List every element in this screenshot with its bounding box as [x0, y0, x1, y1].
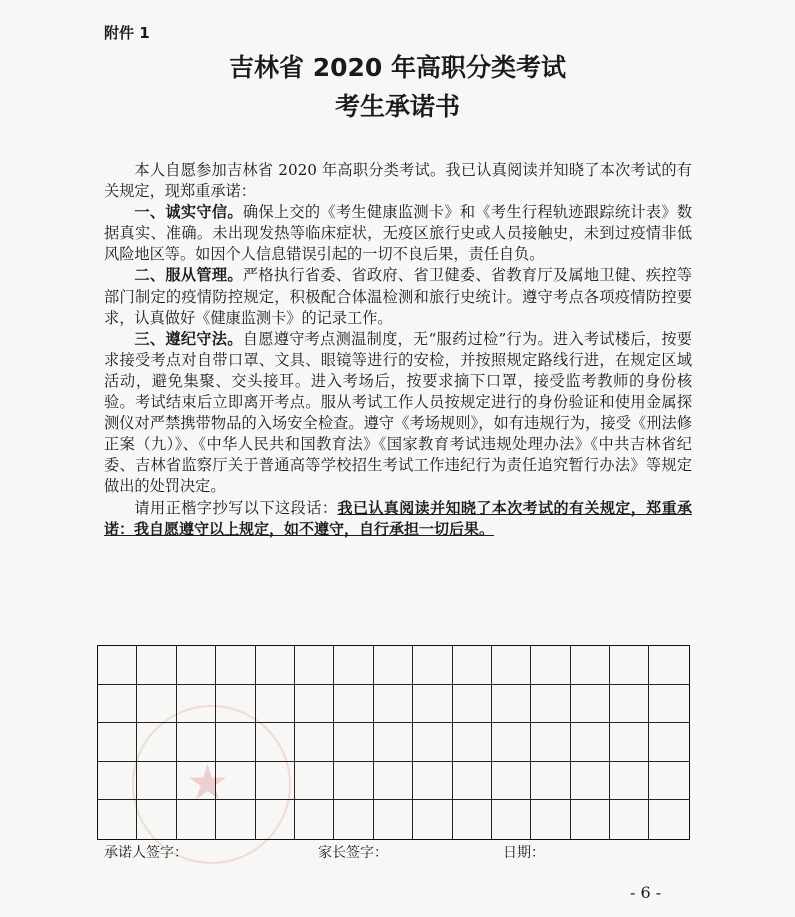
grid-cell[interactable] [137, 762, 176, 801]
grid-cell[interactable] [98, 800, 137, 839]
grid-cell[interactable] [649, 685, 688, 724]
promiser-signature-label: 承诺人签字： [104, 845, 188, 861]
grid-cell[interactable] [571, 685, 610, 724]
grid-cell[interactable] [137, 685, 176, 724]
document-subtitle: 考生承诺书 [334, 92, 460, 121]
grid-cell[interactable] [334, 762, 373, 801]
handwriting-grid[interactable] [97, 645, 690, 840]
grid-cell[interactable] [374, 762, 413, 801]
grid-cell[interactable] [177, 800, 216, 839]
grid-cell[interactable] [98, 646, 137, 685]
section-law-abiding [104, 329, 692, 498]
section-obey-management [104, 265, 692, 328]
grid-cell[interactable] [374, 685, 413, 724]
grid-cell[interactable] [256, 723, 295, 762]
grid-cell[interactable] [295, 685, 334, 724]
attachment-label: 附件 1 [104, 24, 150, 42]
grid-cell[interactable] [453, 646, 492, 685]
copy-instruction: 请用正楷字抄写以下这段话： [134, 498, 338, 517]
grid-cell[interactable] [177, 685, 216, 724]
grid-cell[interactable] [216, 723, 255, 762]
date-label: 日期： [503, 845, 545, 861]
grid-cell[interactable] [649, 646, 688, 685]
section1-heading: 一、诚实守信。 [134, 203, 243, 222]
grid-cell[interactable] [453, 800, 492, 839]
grid-cell[interactable] [295, 646, 334, 685]
grid-cell[interactable] [610, 685, 649, 724]
grid-cell[interactable] [492, 685, 531, 724]
grid-cell[interactable] [453, 762, 492, 801]
grid-cell[interactable] [137, 646, 176, 685]
grid-cell[interactable] [413, 762, 452, 801]
grid-cell[interactable] [374, 800, 413, 839]
grid-cell[interactable] [571, 646, 610, 685]
grid-cell[interactable] [334, 723, 373, 762]
grid-cell[interactable] [610, 646, 649, 685]
grid-cell[interactable] [453, 723, 492, 762]
grid-cell[interactable] [610, 800, 649, 839]
grid-cell[interactable] [649, 723, 688, 762]
grid-cell[interactable] [610, 723, 649, 762]
section3-heading: 三、遵纪守法。 [134, 329, 243, 348]
parent-signature-label: 家长签字： [318, 845, 388, 861]
grid-cells[interactable] [97, 645, 690, 840]
grid-cell[interactable] [571, 723, 610, 762]
grid-cell[interactable] [649, 800, 688, 839]
grid-cell[interactable] [256, 685, 295, 724]
copy-text: 我已认真阅读并知晓了本次考试的有关规定，郑重承诺：我自愿遵守以上规定，如不遵守，自行承担一切后果。 [104, 498, 692, 538]
section3-text: 自愿遵守考点测温制度，无“服药过检”行为。进入考试楼后，按要求接受考点对自带口罩、文具、眼镜等进行的安检，并按照规定路线行进，在规定区域活动，避免集聚、交头接耳。进入考场后，按要求摘下口罩，接受监考教师的身份核验。考试结束后立即离开考点。服从考试工作人员按规定进行的身份验证和使用金属探测仪对严禁携带物品的入场安全检查。遵守《考场规则》，如有违规行为，接受《刑法修正案（九）》、《中华人民共和国教育法》《国家教育考试违规处理办法》《中共吉林省纪委、吉林省监察厅关于普通高等学校招生考试工作违纪行为责任追究暂行办法》等规定做出的处罚决定。 [104, 329, 692, 496]
section2-text: 严格执行省委、省政府、省卫健委、省教育厅及属地卫健、疾控等部门制定的疫情防控规定，积极配合体温检测和旅行史统计。遵守考点各项疫情防控要求，认真做好《健康监测卡》的记录工作。 [104, 266, 693, 327]
grid-cell[interactable] [177, 723, 216, 762]
section-honesty [104, 202, 692, 265]
grid-cell[interactable] [295, 723, 334, 762]
grid-cell[interactable] [177, 762, 216, 801]
grid-cell[interactable] [531, 723, 570, 762]
grid-cell[interactable] [413, 723, 452, 762]
grid-cell[interactable] [413, 800, 452, 839]
grid-cell[interactable] [374, 646, 413, 685]
grid-cell[interactable] [216, 762, 255, 801]
grid-cell[interactable] [571, 762, 610, 801]
grid-cell[interactable] [295, 800, 334, 839]
grid-cell[interactable] [98, 723, 137, 762]
intro-paragraph: 本人自愿参加吉林省 2020 年高职分类考试。我已认真阅读并知晓了本次考试的有关规定，现郑重承诺： [104, 161, 692, 201]
grid-cell[interactable] [492, 762, 531, 801]
page-number: - 6 - [630, 883, 662, 902]
grid-cell[interactable] [492, 800, 531, 839]
grid-cell[interactable] [571, 800, 610, 839]
grid-cell[interactable] [531, 646, 570, 685]
grid-cell[interactable] [649, 762, 688, 801]
document-title: 吉林省 2020 年高职分类考试 [229, 53, 566, 82]
grid-cell[interactable] [137, 800, 176, 839]
grid-cell[interactable] [531, 800, 570, 839]
grid-cell[interactable] [610, 762, 649, 801]
section1-text: 确保上交的《考生健康监测卡》和《考生行程轨迹跟踪统计表》数据真实、准确。未出现发热等临床症状，无疫区旅行史或人员接触史，未到过疫情非低风险地区等。如因个人信息错误引起的一切不良后果，责任自负。 [104, 203, 693, 264]
grid-cell[interactable] [256, 762, 295, 801]
grid-cell[interactable] [256, 800, 295, 839]
grid-cell[interactable] [413, 646, 452, 685]
copy-paragraph [104, 498, 692, 540]
grid-cell[interactable] [453, 685, 492, 724]
grid-cell[interactable] [137, 723, 176, 762]
grid-cell[interactable] [216, 646, 255, 685]
grid-cell[interactable] [98, 685, 137, 724]
grid-cell[interactable] [216, 685, 255, 724]
grid-cell[interactable] [334, 685, 373, 724]
grid-cell[interactable] [492, 646, 531, 685]
seal-star-icon: ★ [186, 755, 230, 811]
grid-cell[interactable] [334, 800, 373, 839]
grid-cell[interactable] [531, 685, 570, 724]
grid-cell[interactable] [295, 762, 334, 801]
grid-cell[interactable] [492, 723, 531, 762]
grid-cell[interactable] [216, 800, 255, 839]
grid-cell[interactable] [177, 646, 216, 685]
grid-cell[interactable] [531, 762, 570, 801]
section2-heading: 二、服从管理。 [134, 266, 243, 285]
grid-cell[interactable] [334, 646, 373, 685]
commitment-body [104, 160, 692, 540]
grid-cell[interactable] [98, 762, 137, 801]
grid-cell[interactable] [374, 723, 413, 762]
grid-cell[interactable] [413, 685, 452, 724]
grid-cell[interactable] [256, 646, 295, 685]
